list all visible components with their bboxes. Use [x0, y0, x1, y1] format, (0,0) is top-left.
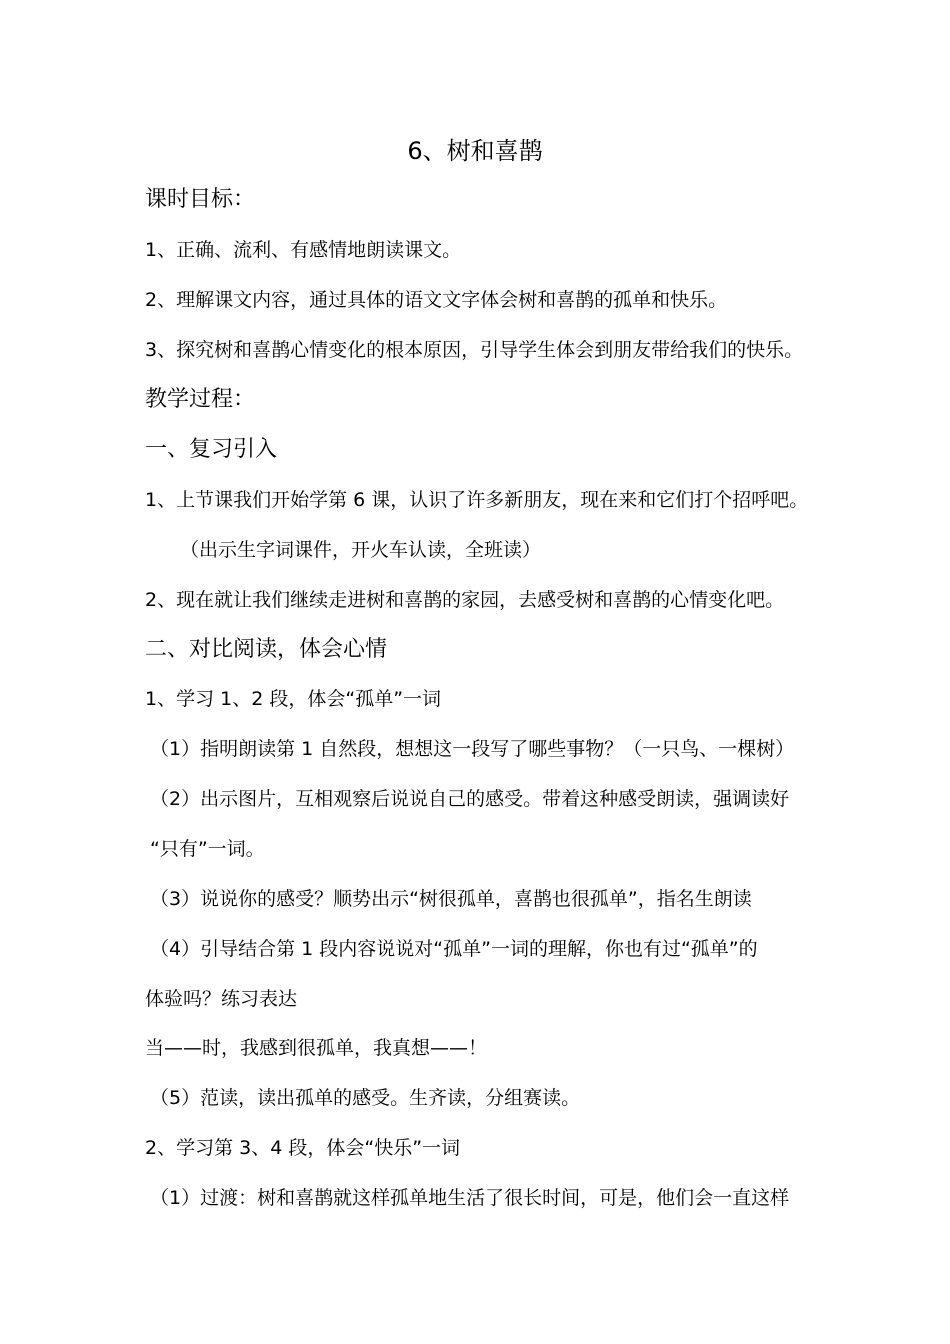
part2-step-4b: 体验吗？练习表达 [145, 988, 298, 1010]
part1-item-2: 2、现在就让我们继续走进树和喜鹊的家园，去感受树和喜鹊的心情变化吧。 [145, 589, 785, 611]
part2-heading: 二、对比阅读，体会心情 [145, 637, 388, 662]
goal-item-1: 1、正确、流利、有感情地朗读课文。 [145, 239, 462, 261]
part2-step-1: （1）指明朗读第 1 自然段，想想这一段写了哪些事物？（一只鸟、一棵树） [150, 738, 795, 760]
part2-sub-1: 1、学习 1、2 段，体会“孤单”一词 [145, 688, 442, 710]
goals-heading: 课时目标： [145, 187, 256, 212]
part2-step-4c: 当——时，我感到很孤单，我真想——！ [145, 1037, 488, 1059]
goal-item-3: 3、探究树和喜鹊心情变化的根本原因，引导学生体会到朋友带给我们的快乐。 [145, 339, 804, 361]
part2-step-4a: （4）引导结合第 1 段内容说说对“孤单”一词的理解，你也有过“孤单”的 [150, 938, 758, 960]
goal-item-2: 2、理解课文内容，通过具体的语文文字体会树和喜鹊的孤单和快乐。 [145, 289, 728, 311]
part2-step-2a: （2）出示图片，互相观察后说说自己的感受。带着这种感受朗读，强调读好 [150, 788, 790, 810]
part1-item-1-note: （出示生字词课件，开火车认读，全班读） [180, 539, 542, 561]
part2-step-5: （5）范读，读出孤单的感受。生齐读，分组赛读。 [150, 1087, 581, 1109]
process-heading: 教学过程： [145, 387, 256, 412]
part1-heading: 一、复习引入 [145, 437, 278, 462]
lesson-title: 6、树和喜鹊 [407, 137, 543, 165]
part2-sub-2: 2、学习第 3、4 段，体会“快乐”一词 [145, 1137, 461, 1159]
part2-step-3: （3）说说你的感受？顺势出示“树很孤单，喜鹊也很孤单”，指名生朗读 [150, 888, 752, 910]
part2-sub-2-step-1: （1）过渡：树和喜鹊就这样孤单地生活了很长时间，可是，他们会一直这样 [150, 1187, 790, 1209]
part1-item-1: 1、上节课我们开始学第 6 课，认识了许多新朋友，现在来和它们打个招呼吧。 [145, 489, 809, 511]
part2-step-2b: “只有”一词。 [150, 838, 265, 860]
